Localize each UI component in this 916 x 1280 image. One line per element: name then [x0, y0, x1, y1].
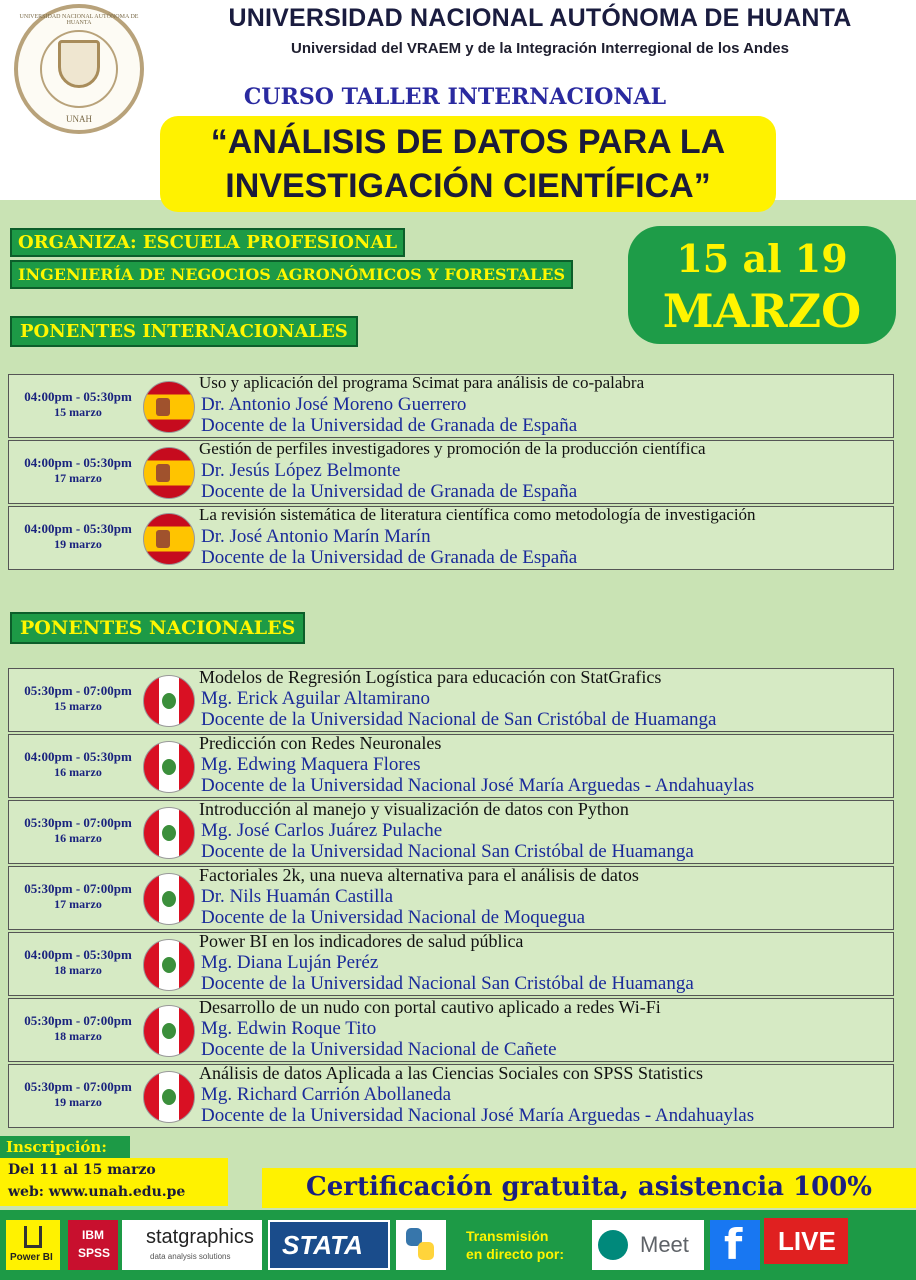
session-row — [8, 932, 894, 996]
shield-icon — [58, 40, 100, 88]
registration-label-box — [0, 1136, 130, 1160]
session-institution: Docente de la Universidad de Granada de España — [201, 415, 578, 436]
session-date: 15 marzo — [54, 699, 102, 713]
flag-crest — [162, 825, 176, 841]
session-date: 16 marzo — [54, 765, 102, 779]
statgraphics-tagline: data analysis solutions — [150, 1252, 231, 1261]
peru-flag-icon — [143, 1071, 195, 1123]
session-speaker: Dr. Nils Huamán Castilla — [201, 886, 394, 907]
registration-web[interactable]: web: www.unah.edu.pe — [8, 1184, 186, 1200]
flag-crest — [162, 1089, 176, 1105]
spain-flag-icon — [143, 381, 195, 433]
session-institution: Docente de la Universidad Nacional de San Cristóbal de Huamanga — [201, 709, 717, 730]
session-time — [11, 1079, 145, 1110]
date-month: MARZO — [662, 284, 862, 338]
powerbi-icon — [24, 1226, 42, 1248]
session-speaker: Dr. José Antonio Marín Marín — [201, 526, 431, 547]
flag-crest — [162, 957, 176, 973]
live-badge — [764, 1218, 848, 1264]
session-row — [8, 998, 894, 1062]
session-time — [11, 815, 145, 846]
session-topic: Modelos de Regresión Logística para educación con StatGrafics — [199, 667, 662, 687]
session-date: 17 marzo — [54, 471, 102, 485]
registration-dates: Del 11 al 15 marzo — [8, 1162, 156, 1178]
live-label: LIVE — [778, 1226, 836, 1256]
spss-logo — [68, 1220, 118, 1270]
session-topic: Análisis de datos Aplicada a las Ciencias Sociales con SPSS Statistics — [199, 1063, 703, 1083]
session-institution: Docente de la Universidad de Granada de España — [201, 547, 578, 568]
date-range: 15 al 19 — [676, 236, 848, 281]
session-row — [8, 668, 894, 732]
session-row — [8, 374, 894, 438]
stata-logo — [268, 1220, 390, 1270]
flag-crest — [162, 759, 176, 775]
flag-crest — [162, 891, 176, 907]
peru-flag-icon — [143, 939, 195, 991]
national-heading: PONENTES NACIONALES — [10, 612, 305, 644]
session-row — [8, 440, 894, 504]
session-date: 19 marzo — [54, 1095, 102, 1109]
spain-flag-icon — [143, 513, 195, 565]
session-time — [11, 947, 145, 978]
python-logo — [396, 1220, 446, 1270]
registration-label: Inscripción: — [6, 1138, 107, 1156]
session-row — [8, 800, 894, 864]
session-speaker: Mg. José Carlos Juárez Pulache — [201, 820, 443, 841]
session-topic: Predicción con Redes Neuronales — [199, 733, 442, 753]
session-speaker: Mg. Edwing Maquera Flores — [201, 754, 421, 775]
facebook-icon: f — [724, 1220, 743, 1269]
session-topic: La revisión sistemática de literatura científica como metodología de investigación — [199, 505, 756, 524]
session-date: 17 marzo — [54, 897, 102, 911]
session-topic: Uso y aplicación del programa Scimat para análisis de co-palabra — [199, 373, 645, 392]
session-date: 16 marzo — [54, 831, 102, 845]
session-institution: Docente de la Universidad Nacional José María Arguedas - Andahuaylas — [201, 1105, 755, 1126]
session-date: 18 marzo — [54, 963, 102, 977]
session-time-range: 04:00pm - 05:30pm — [24, 521, 132, 536]
session-time-range: 04:00pm - 05:30pm — [24, 389, 132, 404]
session-time — [11, 389, 145, 420]
course-title-box — [160, 116, 776, 212]
meet-icon — [598, 1230, 628, 1260]
certification-text: Certificación gratuita, asistencia 100% — [306, 1172, 872, 1202]
stream-label-2: en directo por: — [466, 1246, 565, 1262]
statgraphics-logo — [122, 1220, 262, 1270]
session-date: 18 marzo — [54, 1029, 102, 1043]
peru-flag-icon — [143, 873, 195, 925]
facebook-logo — [710, 1220, 760, 1270]
meet-label: Meet — [640, 1232, 689, 1257]
logo-base-text: UNAH — [66, 114, 92, 124]
organizer-school: INGENIERÍA DE NEGOCIOS AGRONÓMICOS Y FORESTALES — [10, 260, 573, 289]
spss-label: SPSS — [78, 1246, 111, 1260]
course-title-line2: INVESTIGACIÓN CIENTÍFICA” — [225, 167, 711, 205]
flag-crest — [162, 1023, 176, 1039]
course-type: CURSO TALLER INTERNACIONAL — [243, 84, 667, 110]
stata-label: STATA — [282, 1230, 363, 1260]
university-subtitle: Universidad del VRAEM y de la Integración Interregional de los Andes — [291, 40, 789, 57]
session-speaker: Mg. Diana Luján Peréz — [201, 952, 379, 973]
session-speaker: Dr. Jesús López Belmonte — [201, 460, 401, 481]
course-title-line1: “ANÁLISIS DE DATOS PARA LA — [210, 123, 726, 161]
ibm-label: IBM — [82, 1228, 104, 1242]
session-time-range: 05:30pm - 07:00pm — [24, 683, 132, 698]
registration-details — [0, 1158, 228, 1206]
peru-flag-icon — [143, 807, 195, 859]
session-speaker: Mg. Erick Aguilar Altamirano — [201, 688, 431, 709]
date-badge — [628, 226, 896, 344]
session-institution: Docente de la Universidad Nacional José María Arguedas - Andahuaylas — [201, 775, 755, 796]
certification-banner — [262, 1168, 916, 1208]
spain-flag-icon — [143, 447, 195, 499]
session-time — [11, 749, 145, 780]
session-time — [11, 521, 145, 552]
session-time-range: 04:00pm - 05:30pm — [24, 455, 132, 470]
statgraphics-label: statgraphics — [146, 1226, 254, 1248]
peru-flag-icon — [143, 1005, 195, 1057]
session-time — [11, 455, 145, 486]
session-row — [8, 1064, 894, 1128]
international-heading: PONENTES INTERNACIONALES — [10, 316, 358, 347]
peru-flag-icon — [143, 675, 195, 727]
session-institution: Docente de la Universidad Nacional de Cañete — [201, 1039, 557, 1060]
footer-logos — [0, 1210, 916, 1280]
session-institution: Docente de la Universidad Nacional San Cristóbal de Huamanga — [201, 973, 694, 994]
flag-crest — [156, 530, 170, 548]
session-speaker: Mg. Edwin Roque Tito — [201, 1018, 377, 1039]
session-time — [11, 1013, 145, 1044]
python-icon-yellow — [418, 1242, 434, 1260]
session-time-range: 05:30pm - 07:00pm — [24, 815, 132, 830]
session-time — [11, 881, 145, 912]
session-time-range: 04:00pm - 05:30pm — [24, 749, 132, 764]
peru-flag-icon — [143, 741, 195, 793]
flag-crest — [162, 693, 176, 709]
session-institution: Docente de la Universidad Nacional de Moquegua — [201, 907, 586, 928]
session-time-range: 05:30pm - 07:00pm — [24, 1013, 132, 1028]
flag-crest — [156, 398, 170, 416]
session-row — [8, 734, 894, 798]
session-row — [8, 506, 894, 570]
session-time-range: 04:00pm - 05:30pm — [24, 947, 132, 962]
flag-crest — [156, 464, 170, 482]
stream-label-1: Transmisión — [466, 1228, 549, 1244]
session-institution: Docente de la Universidad Nacional San Cristóbal de Huamanga — [201, 841, 694, 862]
university-name: UNIVERSIDAD NACIONAL AUTÓNOMA DE HUANTA — [228, 4, 852, 32]
powerbi-label: Power BI — [10, 1252, 53, 1263]
session-date: 15 marzo — [54, 405, 102, 419]
session-topic: Desarrollo de un nudo con portal cautivo aplicado a redes Wi-Fi — [199, 997, 661, 1017]
session-speaker: Mg. Richard Carrión Abollaneda — [201, 1084, 452, 1105]
session-institution: Docente de la Universidad de Granada de España — [201, 481, 578, 502]
organizer-label: ORGANIZA: ESCUELA PROFESIONAL — [10, 228, 405, 257]
session-time — [11, 683, 145, 714]
session-topic: Gestión de perfiles investigadores y promoción de la producción científica — [199, 439, 706, 458]
course-title — [160, 120, 776, 208]
session-topic: Factoriales 2k, una nueva alternativa para el análisis de datos — [199, 865, 639, 885]
session-topic: Power BI en los indicadores de salud pública — [199, 931, 524, 951]
session-time-range: 05:30pm - 07:00pm — [24, 881, 132, 896]
powerbi-logo — [6, 1220, 60, 1270]
session-time-range: 05:30pm - 07:00pm — [24, 1079, 132, 1094]
meet-logo — [592, 1220, 704, 1270]
session-speaker: Dr. Antonio José Moreno Guerrero — [201, 394, 467, 415]
session-date: 19 marzo — [54, 537, 102, 551]
session-topic: Introducción al manejo y visualización de datos con Python — [199, 799, 629, 819]
university-logo — [14, 4, 144, 134]
session-row — [8, 866, 894, 930]
logo-ring-text: UNIVERSIDAD NACIONAL AUTÓNOMA DE HUANTA — [19, 14, 139, 26]
